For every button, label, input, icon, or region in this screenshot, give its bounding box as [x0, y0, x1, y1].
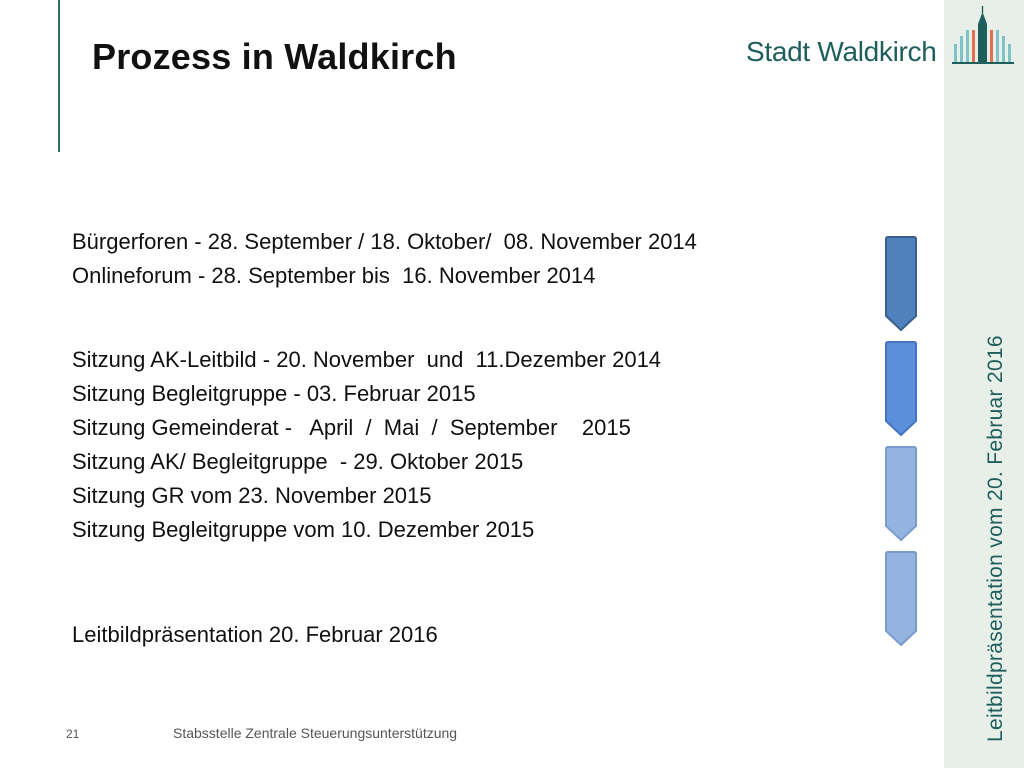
- event-line: Sitzung AK-Leitbild - 20. November und 11.Dezember 2014: [72, 347, 662, 372]
- event-group-meetings: [72, 343, 661, 547]
- event-group-public-forums: [72, 225, 697, 293]
- process-step-arrow-icon: [884, 551, 918, 647]
- brand-wordmark: Stadt Waldkirch: [746, 36, 937, 67]
- event-line: Sitzung AK/ Begleitgruppe - 29. Oktober 2015: [72, 449, 524, 474]
- footer-department: Stabsstelle Zentrale Steuerungsunterstützung: [173, 725, 458, 741]
- event-line: Sitzung Begleitgruppe - 03. Februar 2015: [72, 381, 476, 406]
- event-line: Onlineforum - 28. September bis 16. November 2014: [72, 263, 596, 288]
- city-skyline-logo-icon: [952, 6, 1018, 66]
- process-step-arrow-icon: [884, 446, 918, 542]
- left-accent-rule: [58, 0, 60, 152]
- event-line: Sitzung Gemeinderat - April / Mai / September 2015: [72, 415, 631, 440]
- vertical-slide-label: Leitbildpräsentation vom 20. Februar 2016: [984, 335, 1007, 742]
- event-group-presentation: [72, 618, 438, 652]
- process-step-arrow-icon: [884, 341, 918, 437]
- event-line: Sitzung Begleitgruppe vom 10. Dezember 2015: [72, 517, 535, 542]
- event-line: Bürgerforen - 28. September / 18. Oktober/ 08. November 2014: [72, 229, 697, 254]
- page-number: 21: [66, 727, 80, 741]
- event-line: Sitzung GR vom 23. November 2015: [72, 483, 432, 508]
- process-step-arrow-icon: [884, 236, 918, 332]
- slide-title: Prozess in Waldkirch: [92, 36, 457, 77]
- event-line: Leitbildpräsentation 20. Februar 2016: [72, 622, 438, 647]
